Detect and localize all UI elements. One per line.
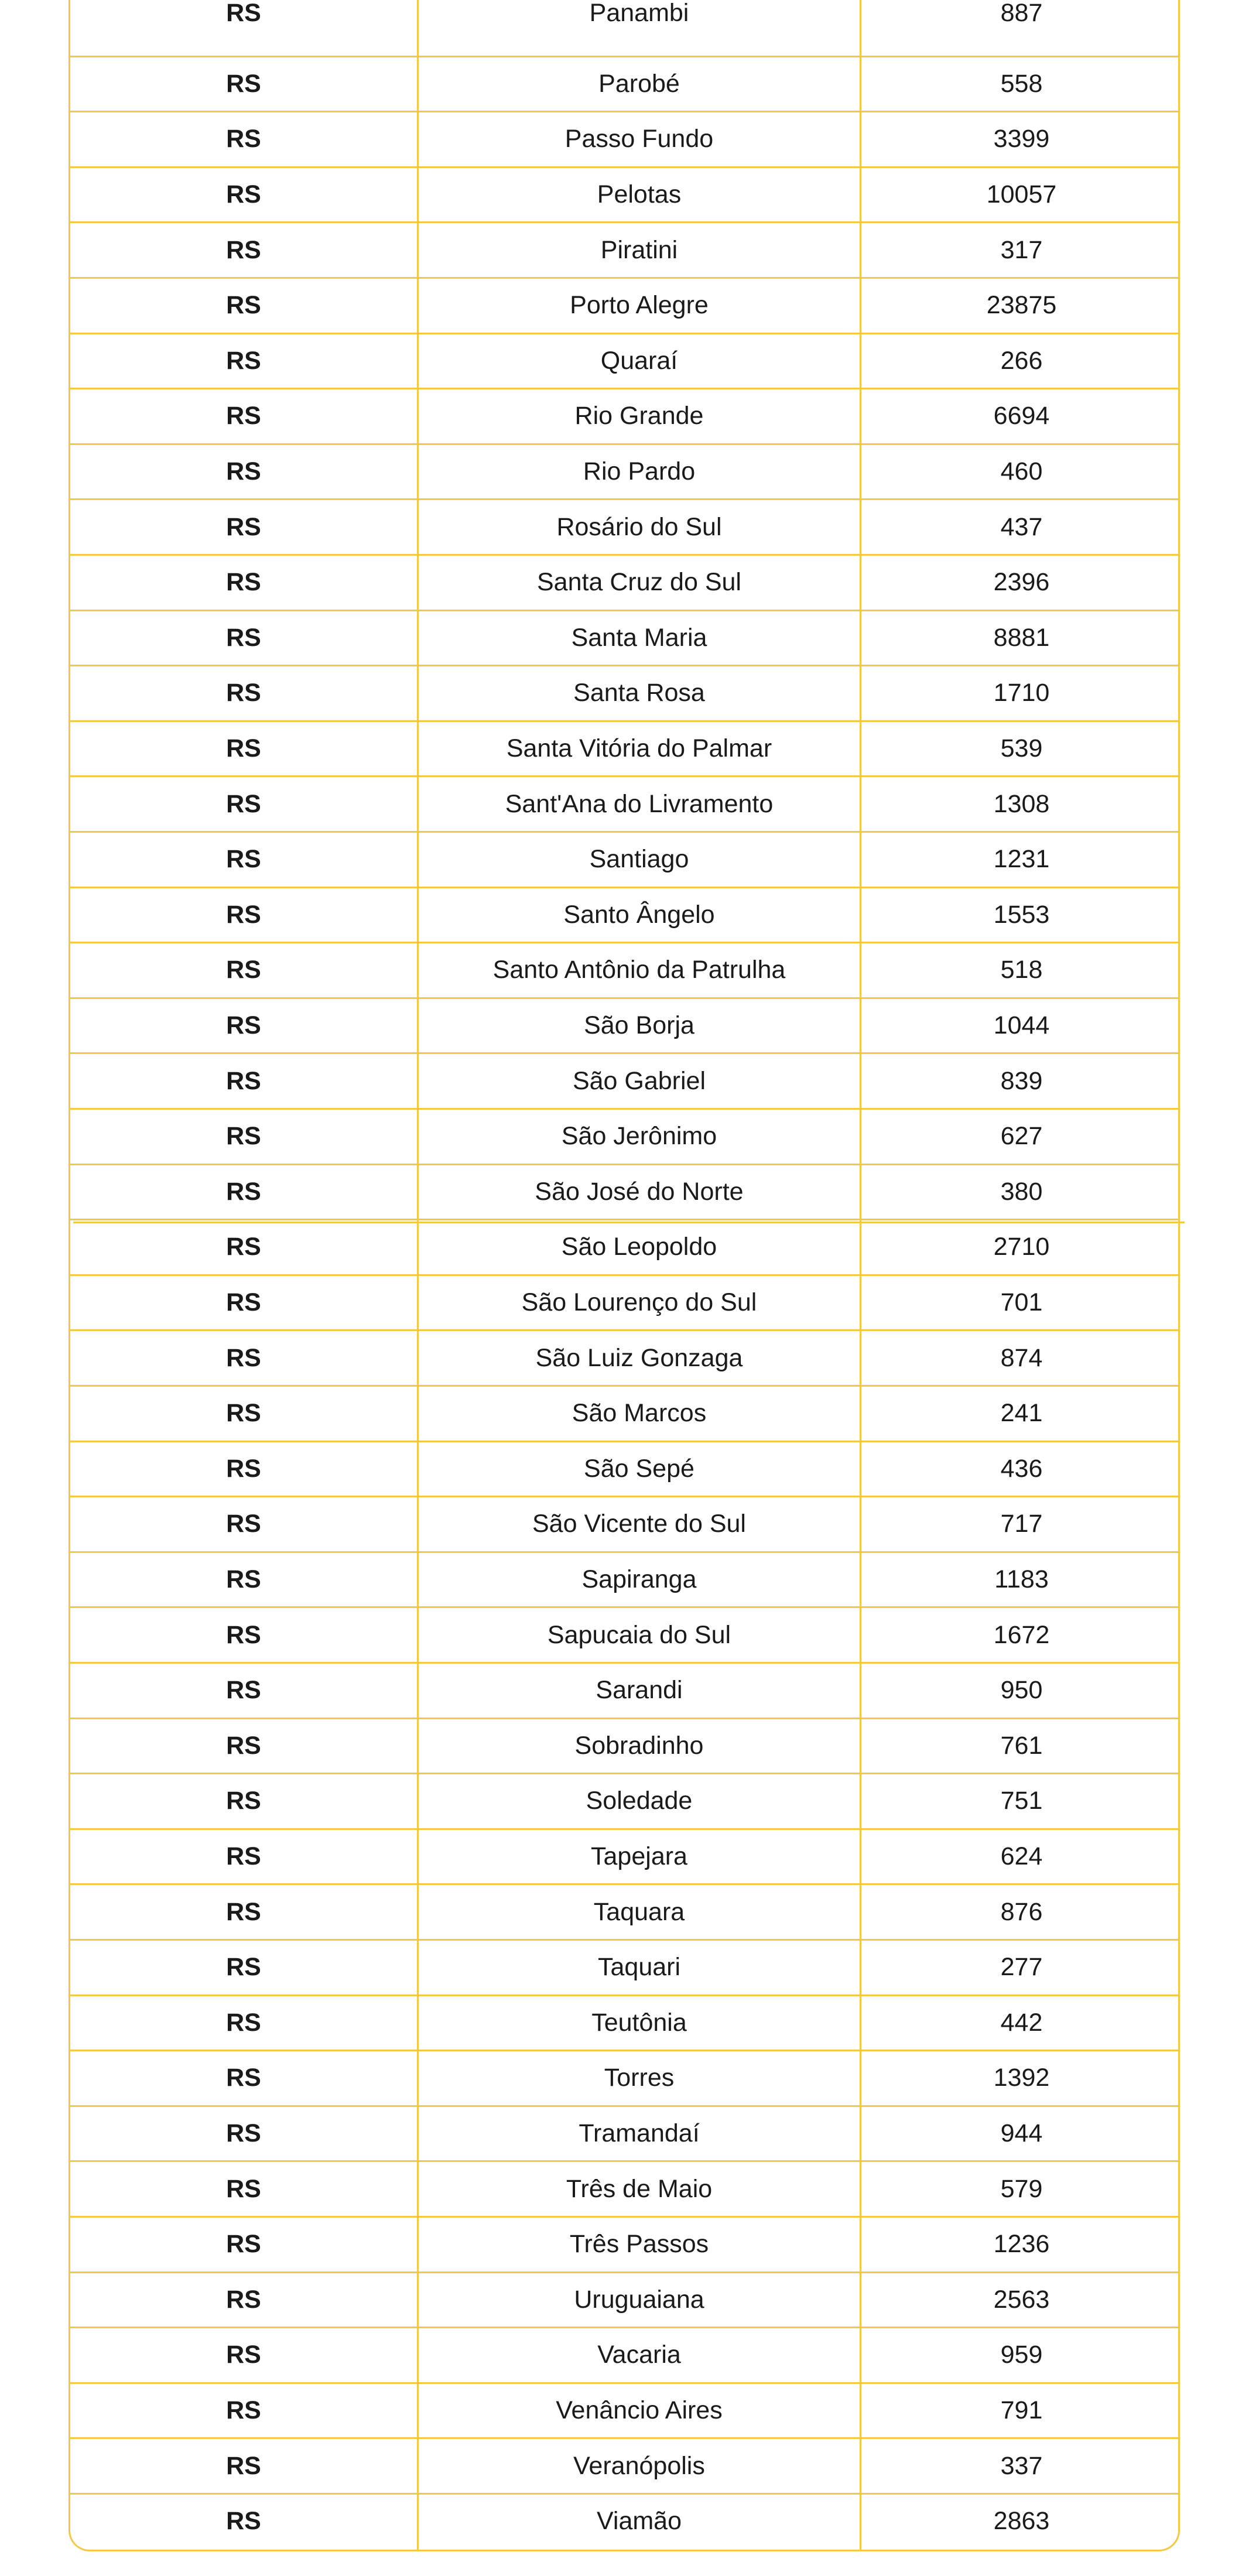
state-cell: RS xyxy=(226,69,261,98)
city-cell: Teutônia xyxy=(591,2008,687,2037)
state-cell: RS xyxy=(226,1066,261,1095)
table-row xyxy=(70,887,1178,942)
count-cell: 2563 xyxy=(993,2285,1050,2314)
count-cell: 944 xyxy=(1000,2119,1043,2148)
count-cell: 442 xyxy=(1000,2008,1043,2037)
state-cell: RS xyxy=(226,235,261,264)
city-table xyxy=(69,0,1180,2551)
table-row xyxy=(70,2437,1178,2493)
city-cell: Rio Pardo xyxy=(583,457,696,486)
state-cell: RS xyxy=(226,2119,261,2148)
count-cell: 317 xyxy=(1000,235,1043,264)
state-cell: RS xyxy=(226,1233,261,1261)
city-cell: Viamão xyxy=(596,2507,682,2536)
count-cell: 1710 xyxy=(993,679,1050,707)
city-cell: Santo Ângelo xyxy=(563,900,715,929)
table-row xyxy=(70,2160,1178,2216)
count-cell: 1236 xyxy=(993,2230,1050,2259)
count-cell: 761 xyxy=(1000,1731,1043,1760)
table-row xyxy=(70,2105,1178,2161)
city-cell: São Leopoldo xyxy=(561,1233,717,1261)
city-cell: Quaraí xyxy=(600,346,678,375)
count-cell: 959 xyxy=(1000,2341,1043,2369)
table-row xyxy=(70,1939,1178,1995)
city-cell: Tramandaí xyxy=(579,2119,700,2148)
count-cell: 539 xyxy=(1000,734,1043,763)
city-cell: Santo Antônio da Patrulha xyxy=(492,956,786,984)
state-cell: RS xyxy=(226,402,261,430)
city-cell: Santa Maria xyxy=(571,623,707,652)
count-cell: 874 xyxy=(1000,1343,1043,1372)
table-row xyxy=(70,2216,1178,2271)
count-cell: 579 xyxy=(1000,2174,1043,2203)
city-cell: Pelotas xyxy=(597,180,682,209)
table-row xyxy=(70,610,1178,665)
city-cell: Sapiranga xyxy=(581,1565,697,1594)
count-cell: 1553 xyxy=(993,900,1050,929)
table-row xyxy=(70,56,1178,111)
count-cell: 241 xyxy=(1000,1399,1043,1428)
count-cell: 8881 xyxy=(993,623,1050,652)
count-cell: 2396 xyxy=(993,568,1050,597)
state-cell: RS xyxy=(226,1288,261,1317)
city-cell: São Marcos xyxy=(572,1399,707,1428)
city-cell: Santa Cruz do Sul xyxy=(537,568,741,597)
table-row xyxy=(70,831,1178,887)
city-cell: Parobé xyxy=(598,69,680,98)
state-cell: RS xyxy=(226,1731,261,1760)
count-cell: 791 xyxy=(1000,2396,1043,2425)
state-cell: RS xyxy=(226,734,261,763)
table-row xyxy=(70,2050,1178,2105)
table-row xyxy=(70,1828,1178,1884)
state-cell: RS xyxy=(226,2230,261,2259)
state-cell: RS xyxy=(226,789,261,818)
city-cell: Três Passos xyxy=(569,2230,709,2259)
city-cell: Veranópolis xyxy=(573,2451,705,2480)
city-cell: São José do Norte xyxy=(535,1177,744,1206)
table-row xyxy=(70,1108,1178,1164)
state-cell: RS xyxy=(226,0,261,27)
city-cell: Rosário do Sul xyxy=(556,512,722,541)
state-cell: RS xyxy=(226,956,261,984)
count-cell: 277 xyxy=(1000,1953,1043,1982)
table-row xyxy=(70,1329,1178,1385)
table-row xyxy=(70,2493,1178,2548)
table-row xyxy=(70,1551,1178,1607)
table-row xyxy=(70,1385,1178,1441)
state-cell: RS xyxy=(226,2285,261,2314)
city-cell: São Jerônimo xyxy=(561,1122,717,1151)
state-cell: RS xyxy=(226,1897,261,1926)
table-row xyxy=(70,1496,1178,1551)
state-cell: RS xyxy=(226,1510,261,1538)
table-row xyxy=(70,1995,1178,2050)
count-cell: 1183 xyxy=(994,1565,1049,1594)
table-row xyxy=(70,775,1178,831)
city-cell: Torres xyxy=(604,2064,675,2092)
count-cell: 437 xyxy=(1000,512,1043,541)
count-cell: 10057 xyxy=(986,180,1057,209)
state-cell: RS xyxy=(226,180,261,209)
city-cell: Piratini xyxy=(600,235,678,264)
city-cell: Taquara xyxy=(593,1897,685,1926)
table-row xyxy=(70,1662,1178,1718)
state-cell: RS xyxy=(226,2064,261,2092)
state-cell: RS xyxy=(226,679,261,707)
count-cell: 6694 xyxy=(993,402,1050,430)
table-row xyxy=(70,1441,1178,1496)
table-row xyxy=(70,1164,1178,1219)
city-cell: Sobradinho xyxy=(574,1731,704,1760)
table-row xyxy=(70,277,1178,333)
city-cell: Sapucaia do Sul xyxy=(547,1620,731,1649)
table-row xyxy=(70,554,1178,610)
city-cell: São Vicente do Sul xyxy=(532,1510,746,1538)
state-cell: RS xyxy=(226,900,261,929)
state-cell: RS xyxy=(226,1343,261,1372)
state-cell: RS xyxy=(226,623,261,652)
table-row xyxy=(70,166,1178,222)
table-row xyxy=(70,1773,1178,1828)
city-cell: São Gabriel xyxy=(572,1066,706,1095)
table-row xyxy=(70,1883,1178,1939)
row-divider-line xyxy=(73,1222,1185,1223)
count-cell: 627 xyxy=(1000,1122,1043,1151)
city-cell: São Lourenço do Sul xyxy=(521,1288,757,1317)
city-cell: Santiago xyxy=(589,845,689,874)
table-row xyxy=(70,997,1178,1053)
table-row xyxy=(70,0,1178,56)
table-row xyxy=(70,942,1178,997)
count-cell: 1231 xyxy=(993,845,1050,874)
state-cell: RS xyxy=(226,1122,261,1151)
count-cell: 558 xyxy=(1000,69,1043,98)
count-cell: 518 xyxy=(1000,956,1043,984)
state-cell: RS xyxy=(226,457,261,486)
city-cell: Panambi xyxy=(589,0,689,27)
count-cell: 1392 xyxy=(993,2064,1050,2092)
city-cell: São Luiz Gonzaga xyxy=(535,1343,743,1372)
count-cell: 2710 xyxy=(993,1233,1050,1261)
city-cell: Vacaria xyxy=(597,2341,681,2369)
count-cell: 2863 xyxy=(993,2507,1050,2536)
table-row xyxy=(70,720,1178,776)
state-cell: RS xyxy=(226,845,261,874)
count-cell: 460 xyxy=(1000,457,1043,486)
city-cell: São Borja xyxy=(584,1011,694,1040)
city-cell: Passo Fundo xyxy=(564,125,714,153)
state-cell: RS xyxy=(226,1011,261,1040)
city-cell: Três de Maio xyxy=(566,2174,713,2203)
table-row xyxy=(70,1606,1178,1662)
count-cell: 839 xyxy=(1000,1066,1043,1095)
city-cell: São Sepé xyxy=(584,1454,694,1483)
count-cell: 701 xyxy=(1000,1288,1043,1317)
table-row xyxy=(70,2382,1178,2438)
table-row xyxy=(70,498,1178,554)
state-cell: RS xyxy=(226,125,261,153)
count-cell: 624 xyxy=(1000,1842,1043,1871)
count-cell: 950 xyxy=(1000,1676,1043,1705)
state-cell: RS xyxy=(226,1953,261,1982)
count-cell: 266 xyxy=(1000,346,1043,375)
state-cell: RS xyxy=(226,1842,261,1871)
state-cell: RS xyxy=(226,346,261,375)
state-cell: RS xyxy=(226,1787,261,1815)
count-cell: 1044 xyxy=(993,1011,1050,1040)
count-cell: 380 xyxy=(1000,1177,1043,1206)
table-row xyxy=(70,388,1178,443)
state-cell: RS xyxy=(226,2507,261,2536)
table-row xyxy=(70,2327,1178,2382)
count-cell: 887 xyxy=(1000,0,1043,27)
count-cell: 436 xyxy=(1000,1454,1043,1483)
state-cell: RS xyxy=(226,1565,261,1594)
state-cell: RS xyxy=(226,568,261,597)
count-cell: 751 xyxy=(1000,1787,1043,1815)
city-cell: Sant'Ana do Livramento xyxy=(505,789,774,818)
state-cell: RS xyxy=(226,2396,261,2425)
state-cell: RS xyxy=(226,2341,261,2369)
city-cell: Porto Alegre xyxy=(570,291,709,320)
state-cell: RS xyxy=(226,2174,261,2203)
state-cell: RS xyxy=(226,1177,261,1206)
city-cell: Tapejara xyxy=(591,1842,687,1871)
state-cell: RS xyxy=(226,291,261,320)
city-cell: Venâncio Aires xyxy=(556,2396,723,2425)
count-cell: 3399 xyxy=(993,125,1050,153)
city-cell: Santa Rosa xyxy=(573,679,705,707)
state-cell: RS xyxy=(226,1676,261,1705)
table-row xyxy=(70,1219,1178,1274)
city-cell: Uruguaiana xyxy=(574,2285,704,2314)
table-row xyxy=(70,1718,1178,1773)
count-cell: 717 xyxy=(1000,1510,1043,1538)
table-row xyxy=(70,1052,1178,1108)
table-row xyxy=(70,221,1178,277)
table-row xyxy=(70,443,1178,499)
state-cell: RS xyxy=(226,1620,261,1649)
table-row xyxy=(70,333,1178,388)
count-cell: 1672 xyxy=(993,1620,1050,1649)
state-cell: RS xyxy=(226,1399,261,1428)
city-cell: Taquari xyxy=(597,1953,681,1982)
state-cell: RS xyxy=(226,2008,261,2037)
state-cell: RS xyxy=(226,2451,261,2480)
table-row xyxy=(70,1274,1178,1330)
table-row xyxy=(70,2271,1178,2327)
count-cell: 23875 xyxy=(986,291,1057,320)
count-cell: 1308 xyxy=(993,789,1050,818)
state-cell: RS xyxy=(226,512,261,541)
count-cell: 876 xyxy=(1000,1897,1043,1926)
table-row xyxy=(70,111,1178,166)
city-cell: Sarandi xyxy=(596,1676,683,1705)
city-cell: Soledade xyxy=(586,1787,693,1815)
table-row xyxy=(70,665,1178,720)
city-cell: Rio Grande xyxy=(574,402,704,430)
count-cell: 337 xyxy=(1000,2451,1043,2480)
city-cell: Santa Vitória do Palmar xyxy=(506,734,772,763)
state-cell: RS xyxy=(226,1454,261,1483)
